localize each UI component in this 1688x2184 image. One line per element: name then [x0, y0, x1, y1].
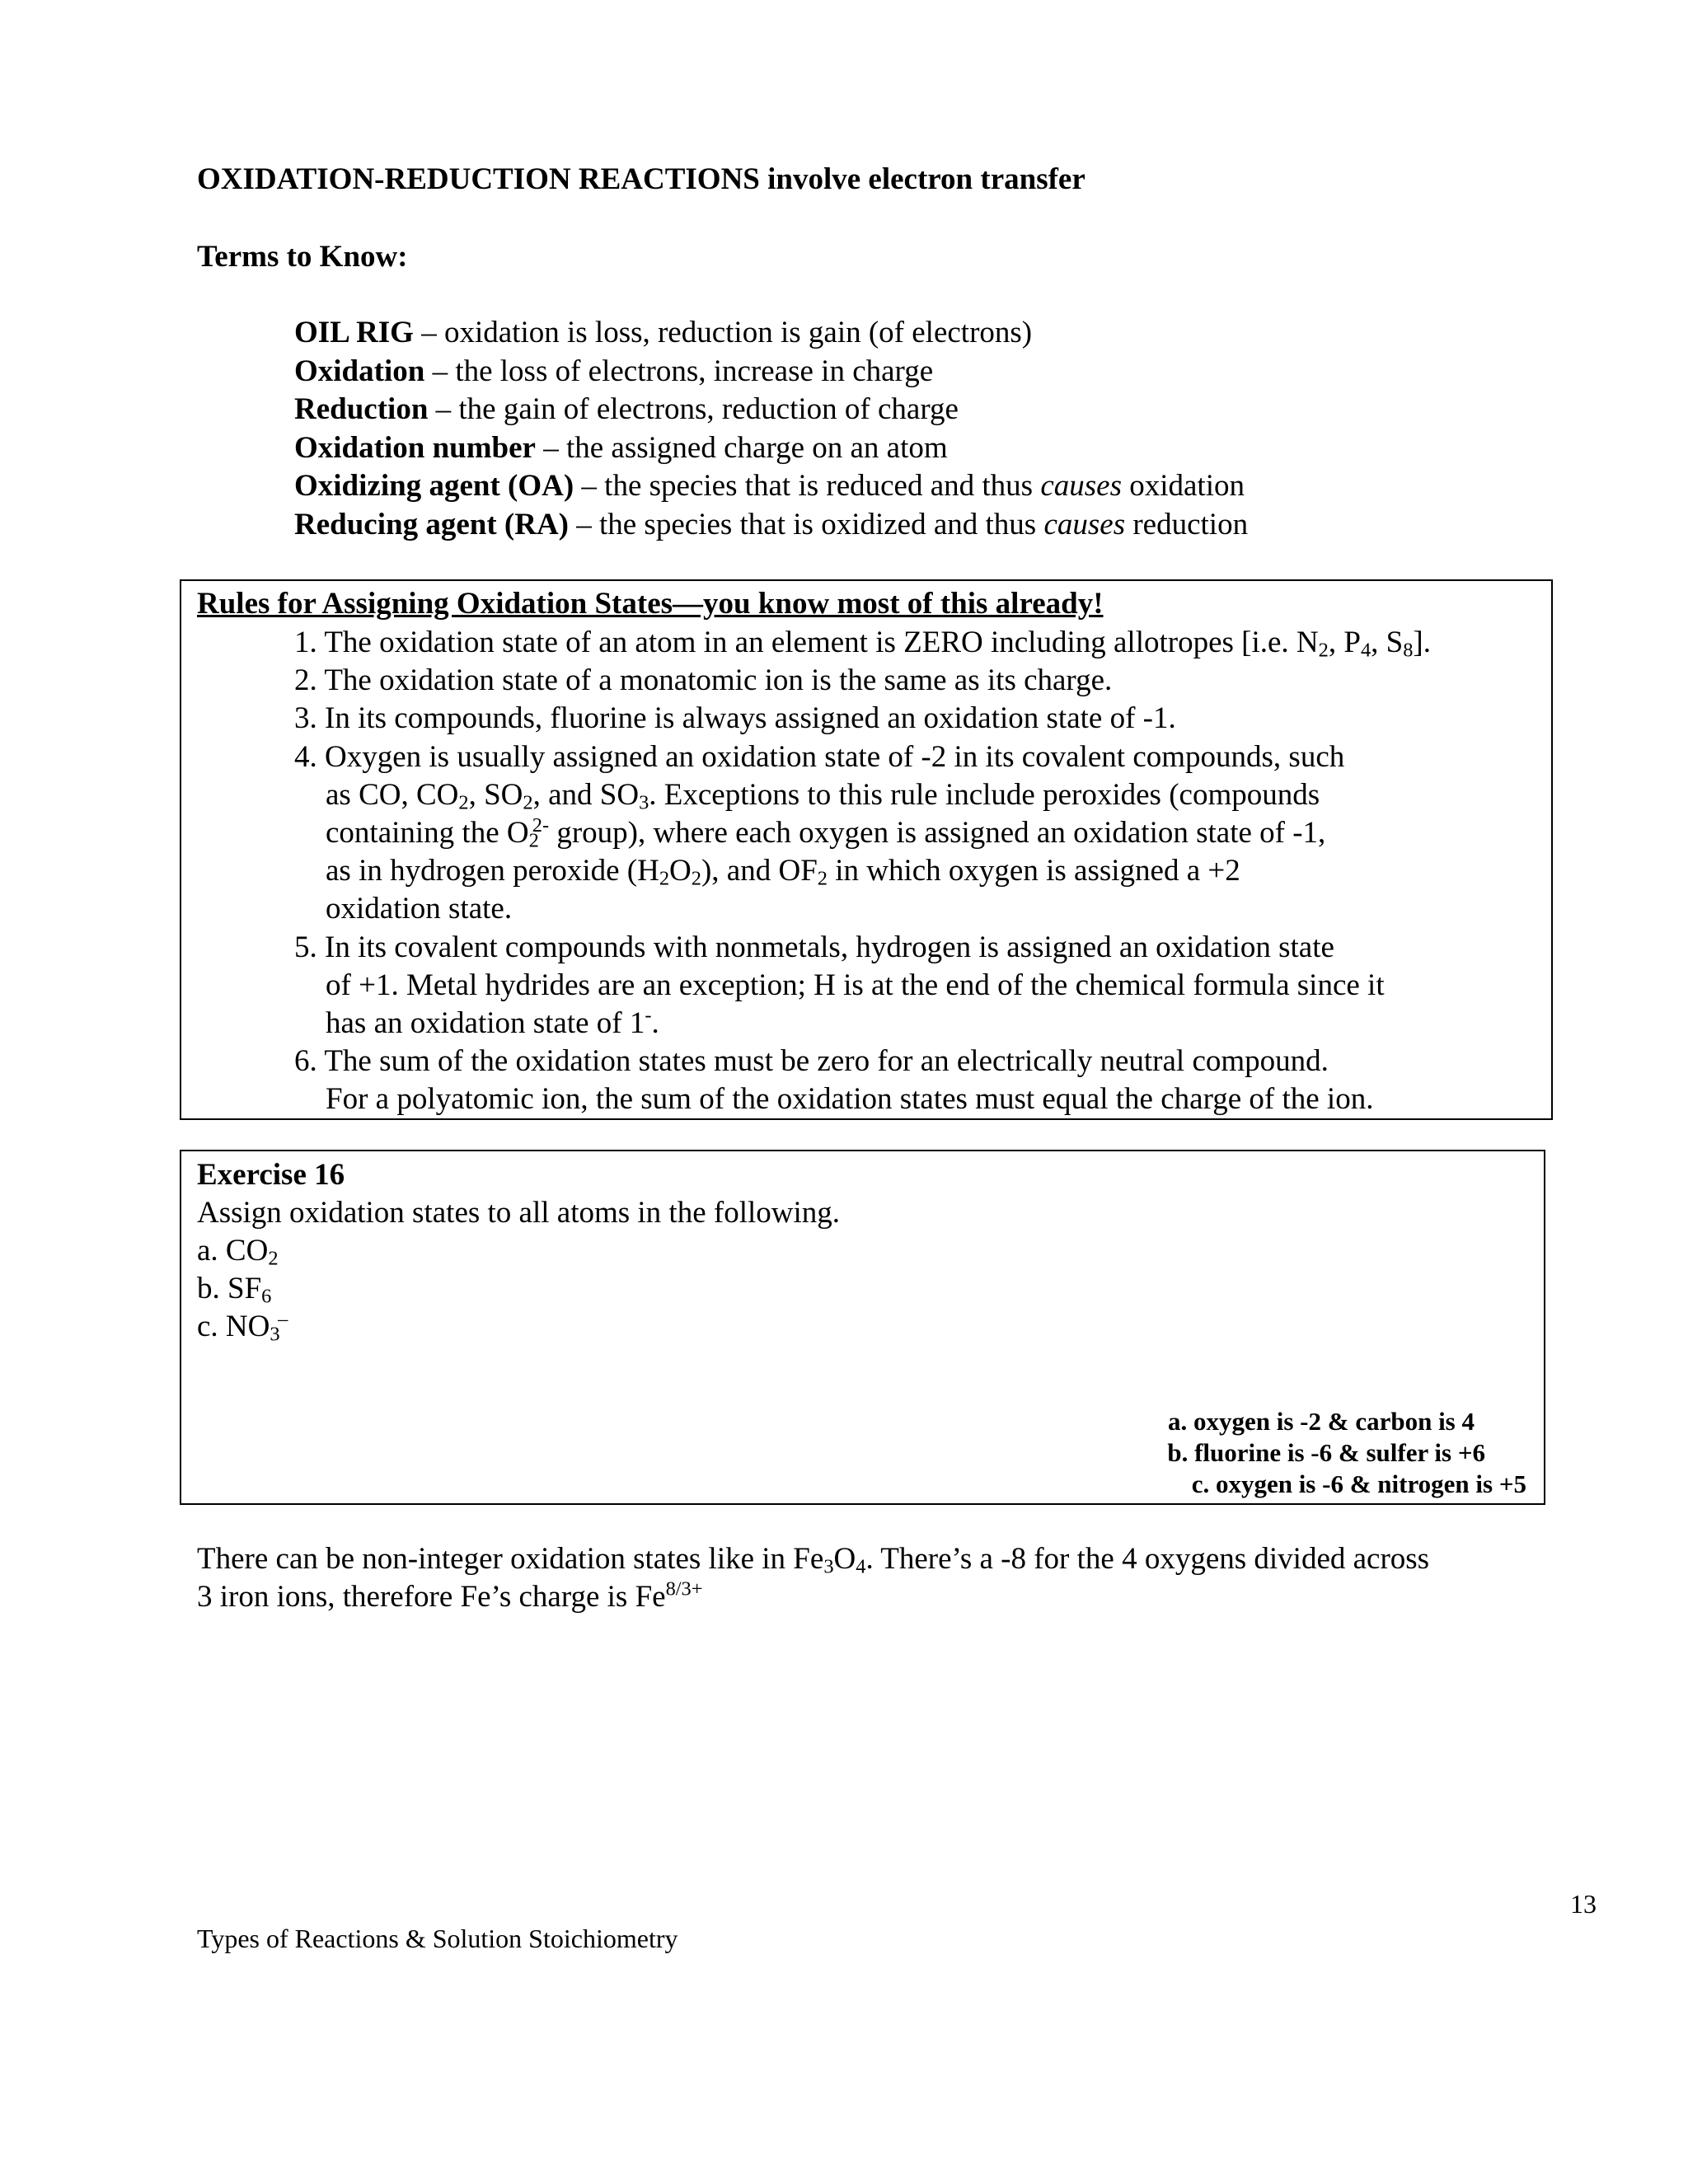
rule-4-line-4: as in hydrogen peroxide $(H_2O_2)$, and $OF_2$ in which oxygen is assigned a +2 [326, 854, 1240, 890]
note-line-2: 3 iron ions, therefore Fe’s charge is $Fe^{8/3+}$ [197, 1577, 703, 1614]
exercise-item-b: b. $SF_6$ [197, 1272, 272, 1308]
term-definition: – the assigned charge on an atom [535, 430, 948, 465]
term-definition: – the loss of electrons, increase in charge [424, 354, 934, 388]
rule-4-line-5: oxidation state. [326, 892, 513, 926]
rule-4-line-2: as CO, $CO_2$, $SO_2$, and $SO_3$. Exceptions to this rule include peroxides (compounds [326, 777, 1320, 814]
rule-6: 6. The sum of the oxidation states must be zero for an electrically neutral compound. [294, 1044, 1329, 1079]
term-oxidation [294, 353, 1248, 391]
rule-5-line-3: has an oxidation state of 1-. [326, 1004, 659, 1041]
term-name: Reducing agent (RA) [294, 507, 569, 541]
term-name: Oxidizing agent (OA) [294, 469, 574, 504]
page-number: 13 [1570, 1889, 1597, 1919]
term-emphasis: causes [1043, 507, 1126, 541]
exercise-item-a: a. $CO_2$ [197, 1234, 279, 1270]
rule-5-line-2: of +1. Metal hydrides are an exception; H is at the end of the chemical formula since it [326, 968, 1385, 1002]
rule-4: 4. Oxygen is usually assigned an oxidation state of -2 in its covalent compounds, such [294, 739, 1345, 774]
term-definition-end: oxidation [1121, 469, 1245, 504]
term-oxidation-number [294, 429, 1248, 468]
term-emphasis: causes [1040, 469, 1122, 504]
term-oxidizing-agent [294, 467, 1248, 506]
term-name: OIL RIG [294, 316, 414, 349]
exercise-content [197, 1156, 840, 1346]
terms-list [294, 314, 1248, 545]
page-footer: Types of Reactions & Solution Stoichiometry [197, 1924, 678, 1953]
exercise-answers [1167, 1406, 1526, 1500]
answer-a: a. oxygen is -2 & carbon is 4 [1168, 1407, 1475, 1436]
rule-1: 1. The oxidation state of an atom in an element is ZERO including allotropes [i.e. $N_2$, $P_4$, $S_8$]. [294, 626, 1431, 662]
rule-6-line-2: For a polyatomic ion, the sum of the oxidation states must equal the charge of the ion. [326, 1082, 1374, 1117]
answer-b: b. fluorine is -6 & sulfer is +6 [1167, 1438, 1485, 1467]
term-oil-rig [294, 314, 1248, 353]
exercise-prompt: Assign oxidation states to all atoms in the following. [197, 1196, 841, 1230]
term-definition: – oxidation is loss, reduction is gain (of electrons) [413, 316, 1033, 349]
rules-heading: Rules for Assigning Oxidation States—you know most of this already! [197, 587, 1104, 621]
page-title: OXIDATION-REDUCTION REACTIONS involve electron transfer [197, 162, 1085, 196]
term-definition: – the species that is oxidized and thus [568, 507, 1044, 541]
non-integer-note [197, 1540, 1429, 1616]
note-line-1: There can be non-integer oxidation states like in $Fe_3O_4$. There’s a -8 for the 4 oxygens divided across [197, 1542, 1430, 1578]
rule-2: 2. The oxidation state of a monatomic ion is the same as its charge. [294, 663, 1113, 698]
term-name: Oxidation number [294, 430, 536, 465]
term-reduction [294, 391, 1248, 429]
exercise-item-c: c. $NO_3^-$ [197, 1307, 288, 1346]
rule-4-line-3: containing the $O_2^{2-}$ group), where each oxygen is assigned an oxidation state of -1, [326, 813, 1326, 852]
rules-list [294, 624, 1431, 1119]
term-reducing-agent [294, 506, 1248, 545]
term-definition-end: reduction [1125, 507, 1249, 541]
term-definition: – the gain of electrons, reduction of charge [428, 392, 959, 427]
term-definition: – the species that is reduced and thus [574, 469, 1041, 504]
term-name: Reduction [294, 392, 429, 427]
terms-heading: Terms to Know: [197, 240, 408, 274]
rule-3: 3. In its compounds, fluorine is always assigned an oxidation state of -1. [294, 701, 1176, 736]
exercise-title: Exercise 16 [197, 1158, 345, 1192]
rule-5: 5. In its covalent compounds with nonmetals, hydrogen is assigned an oxidation state [294, 930, 1334, 964]
answer-c: c. oxygen is -6 & nitrogen is +5 [1191, 1469, 1526, 1498]
term-name: Oxidation [294, 354, 425, 388]
